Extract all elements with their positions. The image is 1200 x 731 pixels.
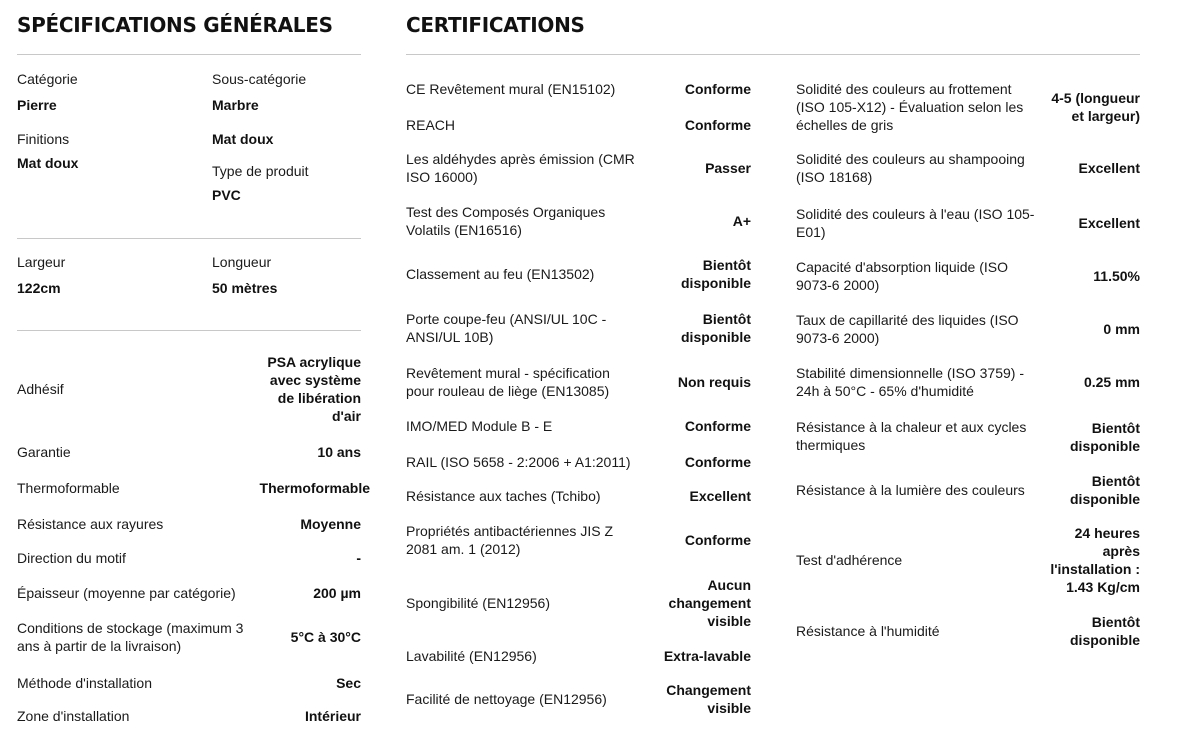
spec-label: Thermoformable: [17, 480, 120, 496]
categorie-value: Pierre: [17, 97, 57, 113]
cert-label: CE Revêtement mural (EN15102): [406, 81, 616, 97]
cert-value: Bientôt disponible: [1070, 420, 1140, 454]
cert-row: [406, 521, 751, 559]
cert-label: Résistance à l'humidité: [796, 623, 940, 639]
cert-row: [406, 115, 751, 135]
cert-value: Excellent: [689, 488, 751, 504]
spec-label: Direction du motif: [17, 550, 126, 566]
cert-label: Porte coupe-feu (ANSI/UL 10C - ANSI/UL 10B): [406, 311, 607, 345]
spec-value: Moyenne: [300, 516, 361, 532]
spec-label: Épaisseur (moyenne par catégorie): [17, 585, 236, 601]
cert-value: Non requis: [677, 374, 751, 390]
cert-label: Classement au feu (EN13502): [406, 266, 595, 282]
cert-label: Taux de capillarité des liquides (ISO 9073-6 2000): [796, 312, 1019, 346]
cert-label: Solidité des couleurs au frottement (ISO 105-X12) - Évaluation selon les échelles de gris: [796, 81, 1024, 133]
cert-label: Solidité des couleurs au shampooing (ISO 18168): [796, 151, 1025, 185]
general-specs-title: SPÉCIFICATIONS GÉNÉRALES: [17, 13, 333, 37]
spec-row-zone: [17, 706, 361, 726]
cert-row: [796, 310, 1140, 348]
sous-categorie-label: Sous-catégorie: [212, 71, 307, 87]
spec-label: Méthode d'installation: [17, 675, 152, 691]
cert-row: [406, 486, 751, 506]
cert-value: Changement visible: [666, 682, 751, 716]
cert-label: Capacité d'absorption liquide (ISO 9073-6 2000): [796, 259, 1009, 293]
cert-label: Les aldéhydes après émission (CMR ISO 16000): [406, 151, 635, 185]
cert-label: Stabilité dimensionnelle (ISO 3759) - 24h à 50°C - 65% d'humidité: [796, 365, 1025, 399]
cert-row: [796, 257, 1140, 295]
spec-value: 200 µm: [313, 585, 361, 601]
cert-row: [406, 79, 751, 99]
cert-label: RAIL (ISO 5658 - 2:2006 + A1:2011): [406, 454, 631, 470]
largeur-value: 122cm: [17, 280, 61, 296]
cert-label: Facilité de nettoyage (EN12956): [406, 691, 607, 707]
cert-label: Résistance aux taches (Tchibo): [406, 488, 601, 504]
cert-label: Lavabilité (EN12956): [406, 648, 537, 664]
spec-value: 10 ans: [317, 444, 361, 460]
cert-row: [406, 680, 751, 718]
cert-value: Aucun changement visible: [668, 577, 751, 629]
cert-label: Résistance à la chaleur et aux cycles thermiques: [796, 419, 1027, 453]
categorie-label: Catégorie: [17, 71, 78, 87]
cert-value: 11.50%: [1093, 268, 1140, 284]
cert-value: Conforme: [684, 117, 751, 133]
cert-label: IMO/MED Module B - E: [406, 418, 553, 434]
cert-row: [796, 471, 1140, 509]
cert-row: [406, 149, 751, 187]
cert-label: Test des Composés Organiques Volatils (EN16516): [406, 204, 606, 238]
type-produit-value: PVC: [212, 187, 241, 203]
cert-row: [406, 452, 751, 472]
cert-value: 0.25 mm: [1083, 374, 1140, 390]
cert-label: Résistance à la lumière des couleurs: [796, 482, 1025, 498]
cert-value: Conforme: [684, 418, 751, 434]
spec-value: PSA acrylique avec système de libération d'air: [267, 354, 361, 424]
cert-value: A+: [732, 213, 751, 229]
cert-row: [796, 204, 1140, 242]
cert-label: REACH: [406, 117, 456, 133]
cert-row: [406, 202, 751, 240]
divider: [17, 54, 361, 55]
finitions-value: Mat doux: [17, 155, 79, 171]
cert-value: Excellent: [1078, 215, 1140, 231]
cert-label: Solidité des couleurs à l'eau (ISO 105-E01): [796, 206, 1035, 240]
cert-value: Conforme: [684, 532, 751, 548]
cert-value: Passer: [705, 160, 751, 176]
spec-row-direction: [17, 548, 361, 568]
divider: [17, 238, 361, 239]
divider: [406, 54, 1140, 55]
cert-value: Bientôt disponible: [681, 311, 751, 345]
spec-label: Adhésif: [17, 381, 64, 397]
cert-row: [406, 363, 751, 401]
cert-label: Test d'adhérence: [796, 552, 903, 568]
spec-row-garantie: [17, 442, 361, 462]
cert-value: Bientôt disponible: [681, 257, 751, 291]
finitions-label: Finitions: [17, 131, 70, 147]
spec-row-rayures: [17, 514, 361, 534]
cert-row: [406, 416, 751, 436]
cert-value: Extra-lavable: [663, 648, 751, 664]
cert-row: [406, 309, 751, 347]
cert-row: [796, 79, 1140, 135]
cert-row: [796, 418, 1140, 456]
spec-label: Garantie: [17, 444, 71, 460]
certifications-title: CERTIFICATIONS: [406, 13, 585, 37]
cert-value: Conforme: [684, 81, 751, 97]
longueur-value: 50 mètres: [212, 280, 278, 296]
cert-row: [406, 575, 751, 631]
cert-row: [796, 363, 1140, 401]
divider: [17, 330, 361, 331]
spec-value: Sec: [336, 675, 361, 691]
spec-value: -: [356, 550, 361, 566]
spec-label: Conditions de stockage (maximum 3 ans à partir de la livraison): [17, 620, 244, 654]
largeur-label: Largeur: [17, 254, 66, 270]
cert-value: 24 heures après l'installation : 1.43 Kg/cm: [1050, 525, 1140, 595]
type-produit-label: Type de produit: [212, 163, 309, 179]
spec-label: Résistance aux rayures: [17, 516, 164, 532]
spec-row-methode: [17, 673, 361, 693]
cert-value: 4-5 (longueur et largeur): [1051, 90, 1140, 124]
cert-row: [796, 523, 1140, 597]
spec-value: Thermoformable: [259, 480, 370, 496]
spec-label: Zone d'installation: [17, 708, 130, 724]
spec-value: Intérieur: [304, 708, 361, 724]
spec-row-epaisseur: [17, 583, 361, 603]
longueur-label: Longueur: [212, 254, 272, 270]
cert-value: Excellent: [1078, 160, 1140, 176]
cert-row: [406, 646, 751, 666]
spec-value: 5°C à 30°C: [290, 629, 361, 645]
cert-value: Conforme: [684, 454, 751, 470]
cert-value: Bientôt disponible: [1070, 614, 1140, 648]
cert-value: 0 mm: [1103, 321, 1140, 337]
cert-label: Spongibilité (EN12956): [406, 595, 550, 611]
cert-label: Revêtement mural - spécification pour rouleau de liège (EN13085): [406, 365, 610, 399]
cert-label: Propriétés antibactériennes JIS Z 2081 am. 1 (2012): [406, 523, 613, 557]
spec-row-stockage: [17, 617, 361, 657]
cert-row: [406, 255, 751, 293]
cert-row: [796, 149, 1140, 187]
spec-row-adhesif: [17, 352, 361, 426]
cert-value: Bientôt disponible: [1070, 473, 1140, 507]
sous-categorie-value: Marbre: [212, 97, 259, 113]
spec-row-thermoformable: [17, 478, 370, 498]
finitions-value-alt: Mat doux: [212, 131, 274, 147]
cert-row: [796, 612, 1140, 650]
